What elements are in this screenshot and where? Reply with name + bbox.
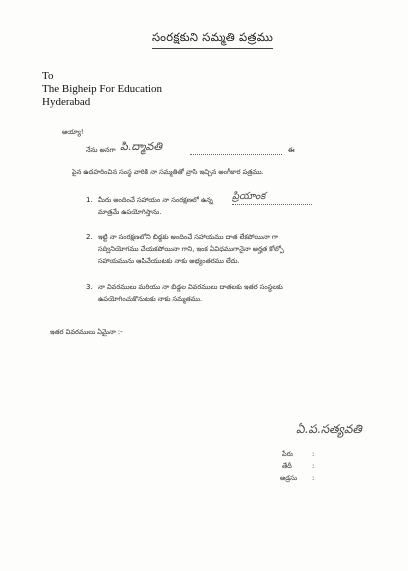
other-details-label: ఇతర వివరములు ఏమైనా :- bbox=[50, 328, 123, 336]
footer-address-colon: : bbox=[312, 474, 315, 482]
point-1-line-2: మాత్రమే ఉపయోగిస్తాను. bbox=[98, 208, 162, 216]
point-3-number: 3. bbox=[86, 283, 93, 291]
point-3-line-2: ఉపయోగించుకొనుటకు నాకు సమ్మతము. bbox=[98, 295, 203, 303]
name-dotted-line bbox=[190, 146, 282, 155]
point-1-number: 1. bbox=[86, 196, 93, 204]
intro-suffix: ఈ bbox=[288, 146, 295, 154]
point-2-line-2: సద్వినియోగము చేయకపోయినా గాని, ఇంక ఏవిధముగానైనా అర్హత కోల్పో bbox=[98, 245, 284, 253]
address-to: To bbox=[42, 70, 54, 82]
form-title: సంరక్షకుని సమ్మతి పత్రము bbox=[152, 30, 273, 49]
footer-date-colon: : bbox=[312, 462, 315, 470]
point-2-line-1: ఇట్టి నా సంరక్షణలోని బిడ్డకు అందించే సహాయము దాత లేకపోయినా గా bbox=[98, 233, 278, 241]
point-1-filled-child: ప్రియాంక bbox=[232, 191, 266, 202]
footer-address-label: అడ్రసు bbox=[280, 474, 298, 482]
intro-line-2: పైన ఉదహరించిన సంస్థ వారికి నా సమ్మతితో వ్రాసి ఇచ్చిన అంగీకార పత్రము. bbox=[72, 168, 264, 176]
signature: ఏ.ప.సత్యవతి bbox=[296, 422, 362, 436]
footer-name-label: పేరు bbox=[282, 450, 293, 458]
intro-filled-name: పి.ద్మావతి bbox=[120, 140, 162, 153]
footer-date-label: తేదీ bbox=[282, 462, 292, 470]
point-1-line-1: మీరు అందించే సహాయం నా సంరక్షణలో ఉన్న bbox=[98, 196, 213, 204]
child-dotted-line bbox=[232, 196, 312, 205]
address-organization: The Bigheip For Education bbox=[42, 83, 163, 95]
salutation: అయ్యా! bbox=[62, 128, 84, 136]
point-3-line-1: నా వివరములు మరియు నా బిడ్డల వివరములు దాతలకు ఇతర సంస్థలకు bbox=[98, 283, 283, 291]
point-2-number: 2. bbox=[86, 233, 93, 241]
address-city: Hyderabad bbox=[42, 96, 91, 108]
footer-name-colon: : bbox=[312, 450, 315, 458]
intro-prefix: నేను అనగా bbox=[86, 146, 116, 154]
point-2-line-3: సహాయమును ఆపివేయుటకు నాకు అభ్యంతరము లేదు. bbox=[98, 257, 240, 265]
